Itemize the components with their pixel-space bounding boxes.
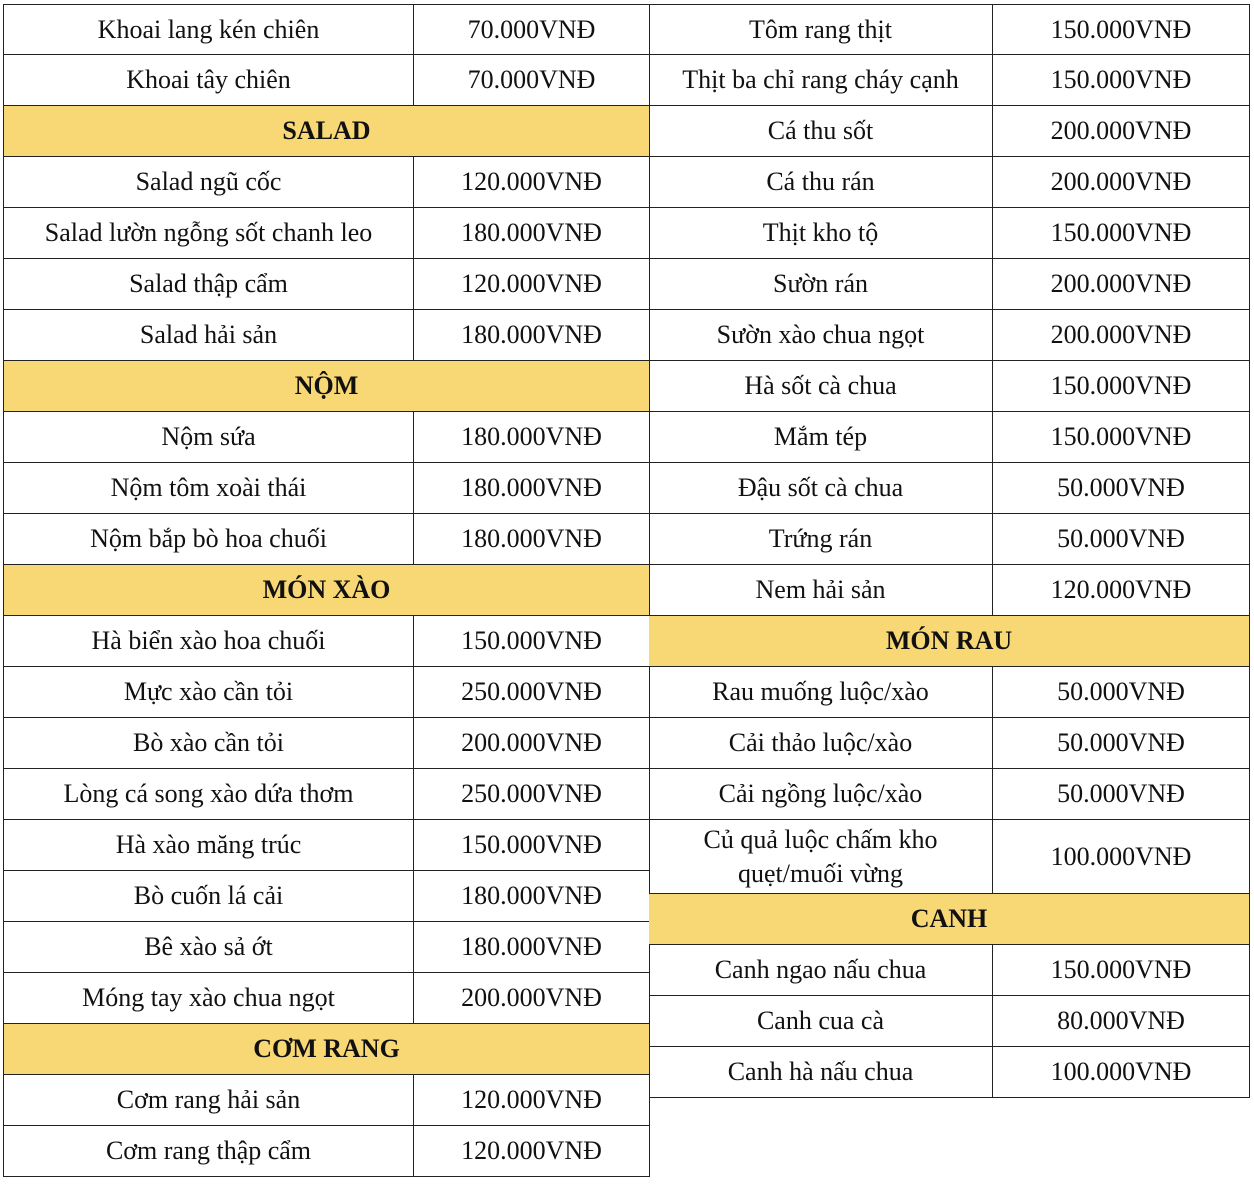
menu-item-row bbox=[3, 973, 650, 1024]
dish-name: Khoai lang kén chiên bbox=[3, 4, 414, 55]
section-title: SALAD bbox=[3, 106, 650, 157]
section-title: MÓN RAU bbox=[649, 616, 1250, 667]
dish-price: 200.000VNĐ bbox=[993, 310, 1250, 361]
menu-item-row bbox=[3, 922, 650, 973]
dish-name: Nem hải sản bbox=[649, 565, 993, 616]
dish-price: 150.000VNĐ bbox=[993, 4, 1250, 55]
dish-price: 150.000VNĐ bbox=[414, 820, 650, 871]
dish-name: Sườn xào chua ngọt bbox=[649, 310, 993, 361]
menu-item-row bbox=[3, 871, 650, 922]
dish-price: 50.000VNĐ bbox=[993, 514, 1250, 565]
section-title: MÓN XÀO bbox=[3, 565, 650, 616]
dish-name: Tôm rang thịt bbox=[649, 4, 993, 55]
menu-item-row bbox=[3, 718, 650, 769]
dish-name: Cải thảo luộc/xào bbox=[649, 718, 993, 769]
dish-name: Đậu sốt cà chua bbox=[649, 463, 993, 514]
dish-price: 200.000VNĐ bbox=[993, 157, 1250, 208]
dish-name: Cải ngồng luộc/xào bbox=[649, 769, 993, 820]
dish-price: 50.000VNĐ bbox=[993, 667, 1250, 718]
menu-item-row bbox=[649, 310, 1250, 361]
menu-item-row bbox=[3, 667, 650, 718]
section-header-row bbox=[3, 361, 650, 412]
section-header-row bbox=[649, 894, 1250, 945]
dish-price: 50.000VNĐ bbox=[993, 718, 1250, 769]
menu-item-row bbox=[649, 412, 1250, 463]
section-header-row bbox=[649, 616, 1250, 667]
dish-price: 180.000VNĐ bbox=[414, 871, 650, 922]
dish-price: 50.000VNĐ bbox=[993, 463, 1250, 514]
dish-price: 50.000VNĐ bbox=[993, 769, 1250, 820]
dish-name: Cá thu sốt bbox=[649, 106, 993, 157]
section-header-row bbox=[3, 1024, 650, 1075]
section-title: CƠM RANG bbox=[3, 1024, 650, 1075]
menu-item-row bbox=[3, 769, 650, 820]
menu-item-row bbox=[649, 820, 1250, 894]
dish-name: Thịt kho tộ bbox=[649, 208, 993, 259]
dish-price: 180.000VNĐ bbox=[414, 208, 650, 259]
section-title: CANH bbox=[649, 894, 1250, 945]
menu-item-row bbox=[649, 718, 1250, 769]
dish-price: 180.000VNĐ bbox=[414, 310, 650, 361]
dish-price: 150.000VNĐ bbox=[414, 616, 650, 667]
dish-price: 120.000VNĐ bbox=[414, 259, 650, 310]
menu-item-row bbox=[649, 361, 1250, 412]
menu-item-row bbox=[3, 412, 650, 463]
dish-name: Bò xào cần tỏi bbox=[3, 718, 414, 769]
menu-item-row bbox=[649, 463, 1250, 514]
dish-price: 250.000VNĐ bbox=[414, 667, 650, 718]
dish-name: Trứng rán bbox=[649, 514, 993, 565]
dish-name: Salad ngũ cốc bbox=[3, 157, 414, 208]
menu-item-row bbox=[3, 4, 650, 55]
menu-item-row bbox=[3, 820, 650, 871]
dish-name: Móng tay xào chua ngọt bbox=[3, 973, 414, 1024]
dish-price: 150.000VNĐ bbox=[993, 208, 1250, 259]
dish-name: Canh hà nấu chua bbox=[649, 1047, 993, 1098]
dish-name: Canh cua cà bbox=[649, 996, 993, 1047]
menu-item-row bbox=[3, 1126, 650, 1177]
dish-price: 150.000VNĐ bbox=[993, 412, 1250, 463]
menu-item-row bbox=[3, 208, 650, 259]
dish-price: 200.000VNĐ bbox=[993, 106, 1250, 157]
menu-item-row bbox=[3, 55, 650, 106]
dish-name: Hà sốt cà chua bbox=[649, 361, 993, 412]
dish-price: 120.000VNĐ bbox=[414, 1126, 650, 1177]
menu-item-row bbox=[3, 310, 650, 361]
menu-item-row bbox=[649, 667, 1250, 718]
dish-price: 120.000VNĐ bbox=[414, 1075, 650, 1126]
dish-price: 100.000VNĐ bbox=[993, 1047, 1250, 1098]
dish-name: Cơm rang thập cẩm bbox=[3, 1126, 414, 1177]
dish-price: 120.000VNĐ bbox=[993, 565, 1250, 616]
dish-name: Mắm tép bbox=[649, 412, 993, 463]
dish-name: Bò cuốn lá cải bbox=[3, 871, 414, 922]
dish-name: Nộm bắp bò hoa chuối bbox=[3, 514, 414, 565]
dish-price: 180.000VNĐ bbox=[414, 412, 650, 463]
menu-item-row bbox=[649, 1047, 1250, 1098]
dish-price: 200.000VNĐ bbox=[414, 973, 650, 1024]
menu-item-row bbox=[649, 565, 1250, 616]
dish-name: Cơm rang hải sản bbox=[3, 1075, 414, 1126]
dish-price: 100.000VNĐ bbox=[993, 820, 1250, 894]
menu-item-row bbox=[3, 514, 650, 565]
dish-price: 150.000VNĐ bbox=[993, 55, 1250, 106]
menu-item-row bbox=[649, 996, 1250, 1047]
dish-name: Khoai tây chiên bbox=[3, 55, 414, 106]
dish-name: Lòng cá song xào dứa thơm bbox=[3, 769, 414, 820]
menu-item-row bbox=[649, 259, 1250, 310]
menu-item-row bbox=[3, 259, 650, 310]
menu-item-row bbox=[649, 514, 1250, 565]
menu-item-row bbox=[649, 106, 1250, 157]
dish-price: 200.000VNĐ bbox=[993, 259, 1250, 310]
dish-price: 70.000VNĐ bbox=[414, 55, 650, 106]
dish-name: Nộm sứa bbox=[3, 412, 414, 463]
dish-name: Sườn rán bbox=[649, 259, 993, 310]
menu-item-row bbox=[649, 157, 1250, 208]
dish-price: 150.000VNĐ bbox=[993, 361, 1250, 412]
section-title: NỘM bbox=[3, 361, 650, 412]
dish-price: 250.000VNĐ bbox=[414, 769, 650, 820]
dish-price: 180.000VNĐ bbox=[414, 463, 650, 514]
dish-name: Mực xào cần tỏi bbox=[3, 667, 414, 718]
menu-item-row bbox=[649, 55, 1250, 106]
dish-name: Hà biển xào hoa chuối bbox=[3, 616, 414, 667]
menu-item-row bbox=[649, 769, 1250, 820]
dish-name: Bê xào sả ớt bbox=[3, 922, 414, 973]
dish-name: Củ quả luộc chấm kho quẹt/muối vừng bbox=[649, 820, 993, 894]
dish-name: Nộm tôm xoài thái bbox=[3, 463, 414, 514]
dish-name: Canh ngao nấu chua bbox=[649, 945, 993, 996]
dish-name: Salad thập cẩm bbox=[3, 259, 414, 310]
menu-item-row bbox=[649, 208, 1250, 259]
menu-item-row bbox=[649, 945, 1250, 996]
menu-item-row bbox=[3, 463, 650, 514]
dish-name: Cá thu rán bbox=[649, 157, 993, 208]
dish-name: Rau muống luộc/xào bbox=[649, 667, 993, 718]
menu-item-row bbox=[649, 4, 1250, 55]
section-header-row bbox=[3, 106, 650, 157]
dish-name: Salad lườn ngỗng sốt chanh leo bbox=[3, 208, 414, 259]
dish-price: 120.000VNĐ bbox=[414, 157, 650, 208]
dish-name: Thịt ba chỉ rang cháy cạnh bbox=[649, 55, 993, 106]
dish-price: 180.000VNĐ bbox=[414, 514, 650, 565]
dish-name: Hà xào măng trúc bbox=[3, 820, 414, 871]
dish-price: 80.000VNĐ bbox=[993, 996, 1250, 1047]
dish-price: 70.000VNĐ bbox=[414, 4, 650, 55]
menu-item-row bbox=[3, 616, 650, 667]
section-header-row bbox=[3, 565, 650, 616]
menu-item-row bbox=[3, 1075, 650, 1126]
dish-price: 180.000VNĐ bbox=[414, 922, 650, 973]
dish-price: 200.000VNĐ bbox=[414, 718, 650, 769]
dish-name: Salad hải sản bbox=[3, 310, 414, 361]
dish-price: 150.000VNĐ bbox=[993, 945, 1250, 996]
menu-item-row bbox=[3, 157, 650, 208]
